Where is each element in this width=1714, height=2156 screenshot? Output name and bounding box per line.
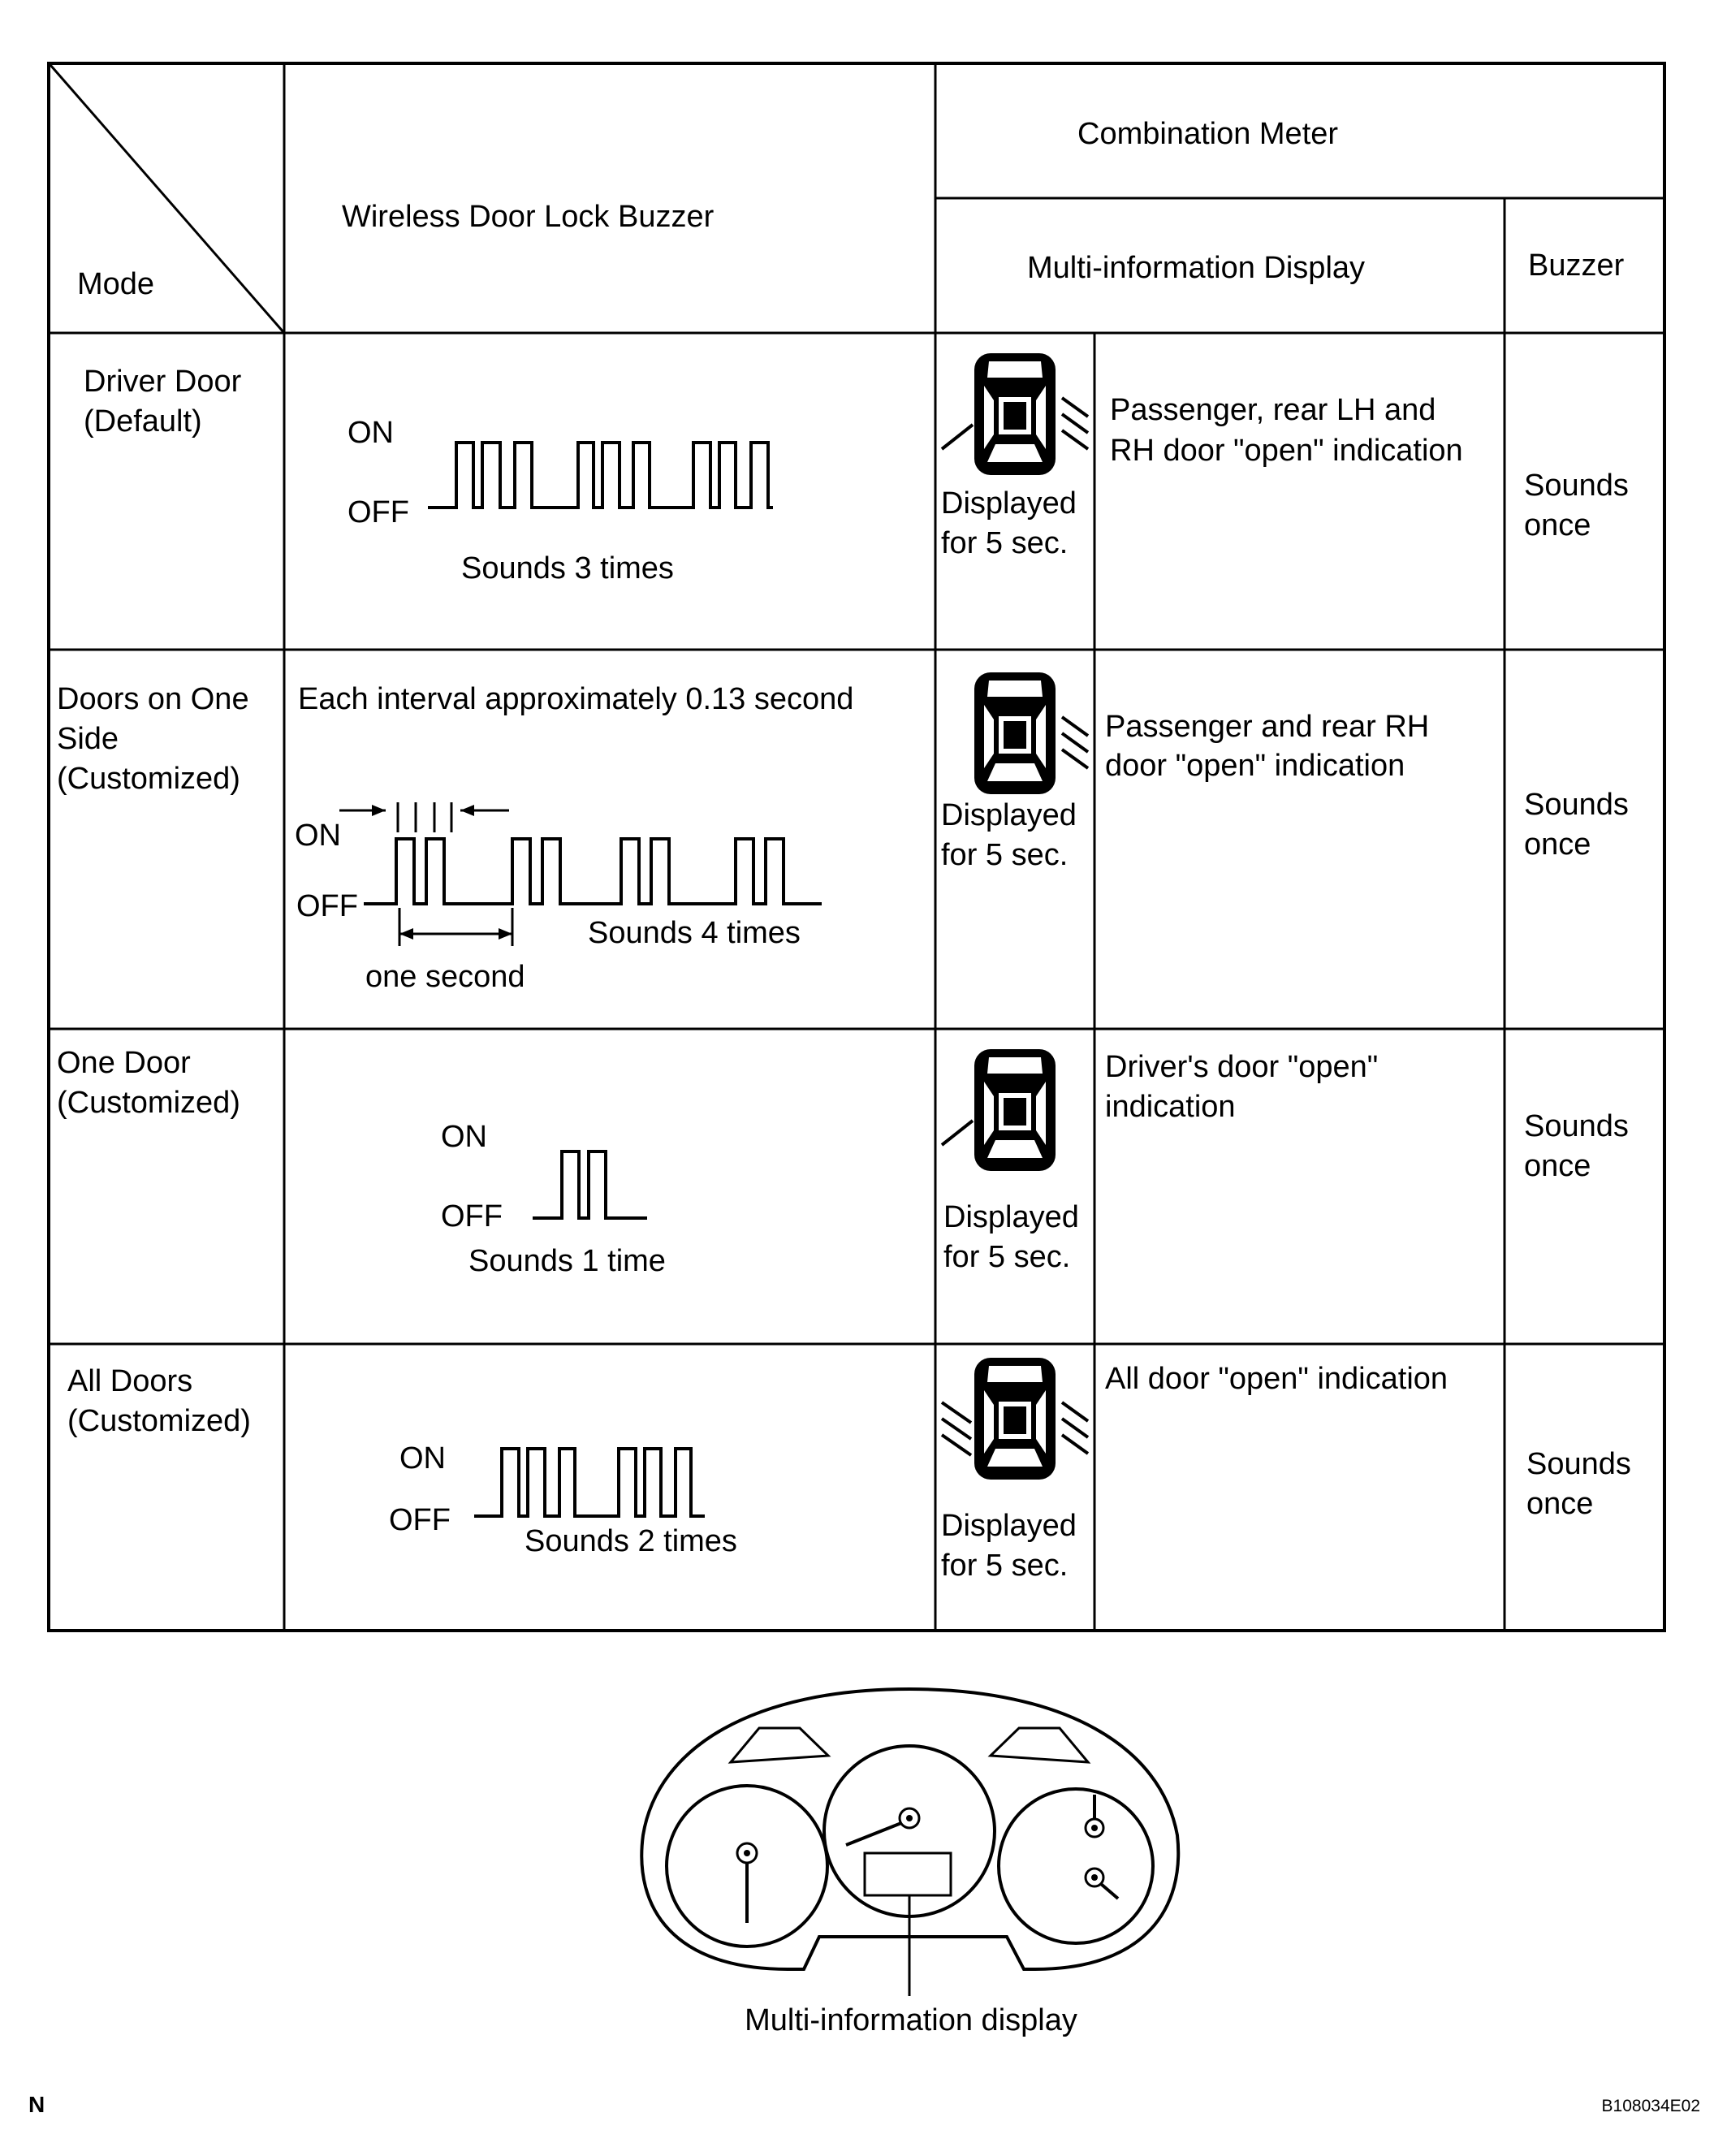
on-label: ON bbox=[441, 1120, 487, 1154]
display-time: Displayed bbox=[943, 1200, 1079, 1234]
mode-label: Doors on One bbox=[57, 682, 249, 716]
display-time: Displayed bbox=[941, 1509, 1077, 1543]
buzzer-text: once bbox=[1524, 1149, 1591, 1183]
off-label: OFF bbox=[441, 1199, 503, 1234]
sounds-label: Sounds 3 times bbox=[461, 551, 674, 585]
buzzer-text: Sounds bbox=[1524, 469, 1629, 503]
mode-label: (Default) bbox=[84, 404, 202, 439]
sounds-label: Sounds 1 time bbox=[468, 1244, 666, 1278]
indication-text: Passenger, rear LH and bbox=[1110, 393, 1436, 427]
indication-text: Driver's door "open" bbox=[1105, 1050, 1379, 1084]
sounds-label: Sounds 4 times bbox=[588, 916, 801, 950]
multi-info-display-box bbox=[865, 1853, 951, 1895]
on-label: ON bbox=[348, 416, 394, 450]
center-gauge bbox=[824, 1746, 995, 1916]
buzzer-waveform bbox=[428, 443, 773, 508]
mode-label: Driver Door bbox=[84, 365, 242, 399]
one-second-label: one second bbox=[365, 960, 525, 994]
display-time: for 5 sec. bbox=[941, 838, 1069, 872]
header-wireless-buzzer: Wireless Door Lock Buzzer bbox=[342, 200, 715, 234]
on-label: ON bbox=[295, 819, 341, 853]
car-door-icon bbox=[974, 672, 1088, 794]
mode-label: (Customized) bbox=[57, 762, 240, 796]
indication-text: All door "open" indication bbox=[1105, 1362, 1448, 1396]
buzzer-text: Sounds bbox=[1526, 1447, 1631, 1481]
header-multi-info-display: Multi-information Display bbox=[1027, 251, 1366, 285]
sounds-label: Sounds 2 times bbox=[525, 1524, 737, 1558]
interval-markers bbox=[339, 802, 509, 832]
buzzer-waveform bbox=[533, 1151, 647, 1218]
display-time: for 5 sec. bbox=[941, 526, 1069, 560]
header-combination-meter: Combination Meter bbox=[1077, 117, 1339, 151]
header-mode: Mode bbox=[77, 267, 155, 301]
footer-left-mark: N bbox=[28, 2092, 45, 2117]
row-all-doors bbox=[67, 1358, 1631, 1583]
figure-code: B108034E02 bbox=[1601, 2097, 1700, 2115]
row-driver-door bbox=[84, 353, 1629, 585]
mode-label: (Customized) bbox=[57, 1086, 240, 1120]
mode-label: (Customized) bbox=[67, 1404, 251, 1438]
mode-label: All Doors bbox=[67, 1364, 193, 1398]
display-time: Displayed bbox=[941, 798, 1077, 832]
indication-text: indication bbox=[1105, 1090, 1236, 1124]
right-gauge bbox=[999, 1789, 1153, 1943]
on-label: ON bbox=[399, 1441, 446, 1475]
header-buzzer: Buzzer bbox=[1528, 248, 1625, 283]
off-label: OFF bbox=[296, 889, 358, 923]
car-door-icon bbox=[942, 1049, 1056, 1171]
indication-text: Passenger and rear RH bbox=[1105, 710, 1430, 744]
interval-note: Each interval approximately 0.13 second bbox=[298, 682, 854, 716]
instrument-cluster bbox=[641, 1689, 1178, 1996]
buzzer-text: Sounds bbox=[1524, 1109, 1629, 1143]
buzzer-text: once bbox=[1524, 827, 1591, 862]
cluster-callout: Multi-information display bbox=[745, 2003, 1077, 2037]
buzzer-text: once bbox=[1524, 508, 1591, 542]
car-door-icon bbox=[942, 1358, 1088, 1480]
display-time: for 5 sec. bbox=[943, 1240, 1071, 1274]
mode-label: Side bbox=[57, 722, 119, 756]
buzzer-waveform bbox=[474, 1449, 705, 1516]
off-label: OFF bbox=[389, 1503, 451, 1537]
buzzer-text: Sounds bbox=[1524, 788, 1629, 822]
indication-text: RH door "open" indication bbox=[1110, 434, 1463, 468]
row-one-door bbox=[57, 1046, 1629, 1278]
mode-label: One Door bbox=[57, 1046, 191, 1080]
one-second-dimension bbox=[399, 908, 512, 946]
indication-text: door "open" indication bbox=[1105, 749, 1405, 783]
car-door-icon bbox=[942, 353, 1088, 475]
buzzer-waveform bbox=[364, 839, 822, 904]
off-label: OFF bbox=[348, 495, 409, 529]
row-doors-one-side bbox=[57, 672, 1629, 994]
display-time: Displayed bbox=[941, 486, 1077, 521]
buzzer-text: once bbox=[1526, 1487, 1594, 1521]
display-time: for 5 sec. bbox=[941, 1549, 1069, 1583]
